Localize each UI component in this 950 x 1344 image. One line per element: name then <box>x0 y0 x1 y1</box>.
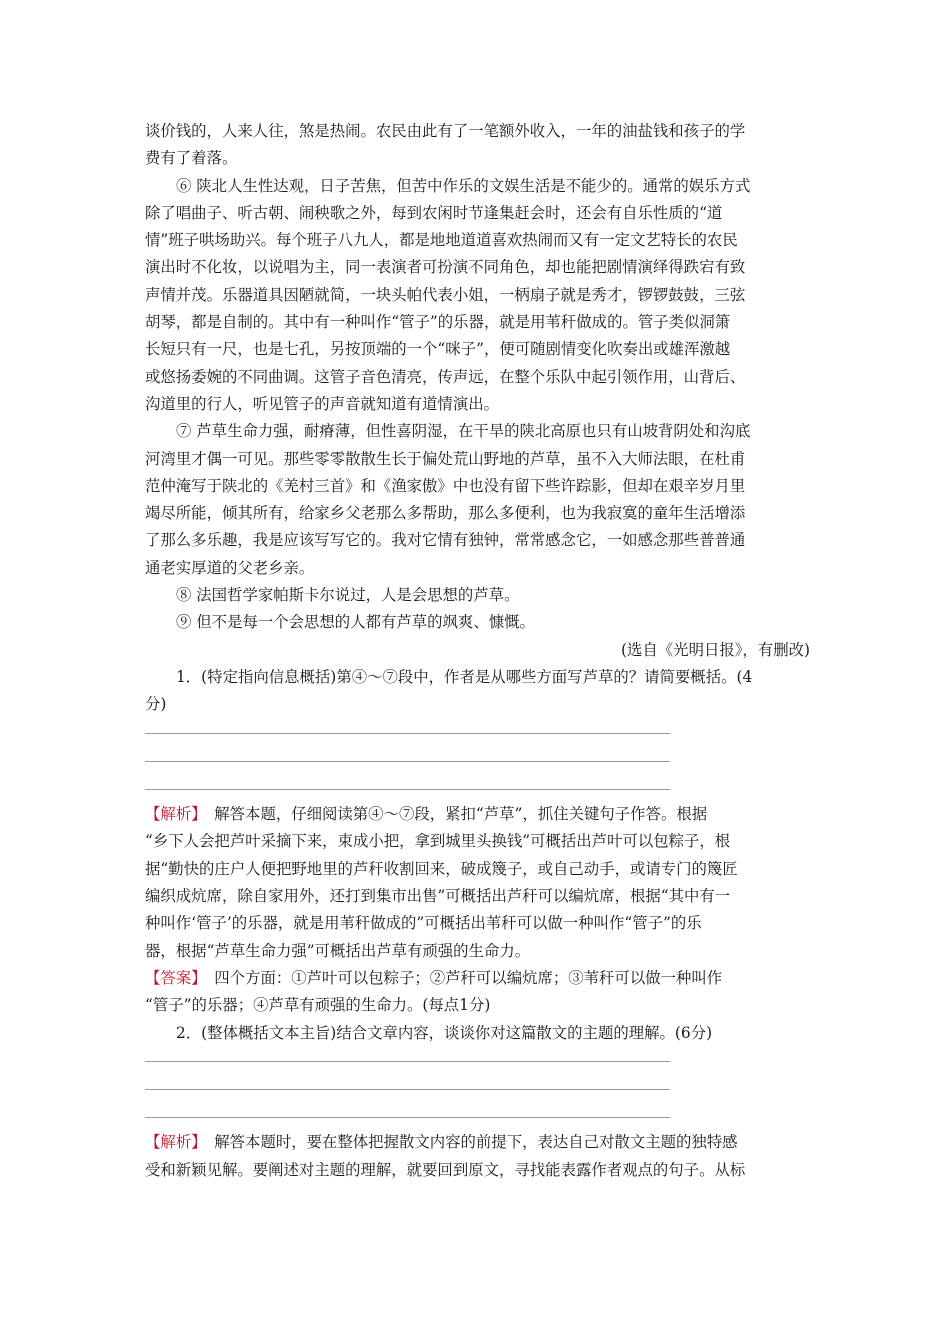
passage-line: 竭尽所能，倾其所有，给家乡父老那么多帮助，那么多便利，也为我寂寞的童年生活增添 <box>145 504 746 523</box>
passage-line: 了那么多乐趣，我是应该写写它的。我对它情有独钟，常常感念它，一如感念那些普普通 <box>145 531 746 550</box>
passage-line: 演出时不化妆，以说唱为主，同一表演者可扮演不同角色，却也能把剧情演绎得跌宕有致 <box>145 258 746 277</box>
passage-line: 或悠扬委婉的不同曲调。这管子音色清亮，传声远，在整个乐队中起引领作用，山背后、 <box>145 367 746 386</box>
question-1-text: 分) <box>145 695 167 714</box>
passage-line: 除了唱曲子、听古朝、闹秧歌之外，每到农闲时节逢集赶会时，还会有自乐性质的“道 <box>145 203 723 222</box>
answer-line: “管子”的乐器；④芦草有顽强的生命力。(每点1分) <box>145 996 491 1015</box>
analysis-line: 种叫作‘管子’的乐器，就是用苇秆做成的”可概括出苇秆可以做一种叫作“管子”的乐 <box>145 914 702 933</box>
paragraph-9: ⑨ 但不是每一个会思想的人都有芦草的飒爽、慷慨。 <box>176 613 535 632</box>
answer-blanks-2 <box>145 1047 810 1130</box>
analysis-line: “乡下人会把芦叶采摘下来，束成小把，拿到城里头换钱”可概括出芦叶可以包粽子，根 <box>145 832 731 851</box>
analysis-line: 据“勤快的庄户人便把野地里的芦秆收割回来，破成篾子，或自己动手，或请专门的篾匠 <box>145 859 738 878</box>
paragraph-7 <box>145 418 810 582</box>
passage-line: 河湾里才偶一可见。那些零零散散生长于偏处荒山野地的芦草，虽不入大师法眼，在杜甫 <box>145 449 746 468</box>
answer-blank-line[interactable] <box>145 1117 670 1118</box>
analysis-tag: 【解析】 <box>145 805 199 824</box>
analysis-line: 编织成炕席，除自家用外，还打到集市出售”可概括出芦秆可以编炕席，根据“其中有一 <box>145 887 731 906</box>
passage-line: 谈价钱的，人来人往，煞是热闹。农民由此有了一笔额外收入，一年的油盐钱和孩子的学 <box>145 122 746 140</box>
answer-tag: 【答案】 <box>145 968 199 987</box>
answer-blanks-1 <box>145 719 810 802</box>
answer-line <box>145 965 810 992</box>
passage-line: 长短只有一尺，也是七孔，另按顶端的一个“咪子”，便可随剧情变化吹奏出或雄浑激越 <box>145 340 731 359</box>
source-citation: (选自《光明日报》，有删改) <box>621 640 810 659</box>
passage-line: 费有了着落。 <box>145 149 238 168</box>
answer-1 <box>145 965 810 1020</box>
analysis-1 <box>145 801 810 965</box>
passage-line: 范仲淹写于陕北的《羌村三首》和《渔家傲》中也没有留下些许踪影，但却在艰辛岁月里 <box>145 476 746 495</box>
answer-blank-line[interactable] <box>145 1089 670 1090</box>
paragraph-8: ⑧ 法国哲学家帕斯卡尔说过，人是会思想的芦草。 <box>176 586 520 605</box>
analysis-line: 受和新颖见解。要阐述对主题的理解，就要回到原文，寻找能表露作者观点的句子。从标 <box>145 1160 746 1179</box>
answer-blank-line[interactable] <box>145 1061 670 1062</box>
passage-line: 沟道里的行人，听见管子的声音就知道有道情演出。 <box>145 394 499 413</box>
answer-text: 四个方面：①芦叶可以包粽子；②芦秆可以编炕席；③苇秆可以做一种叫作 <box>198 968 723 987</box>
question-1 <box>145 664 810 719</box>
analysis-tag: 【解析】 <box>145 1133 199 1152</box>
passage-line: ⑥ 陕北人生性达观，日子苦焦，但苦中作乐的文娱生活是不能少的。通常的娱乐方式 <box>176 176 751 195</box>
passage-line: ⑦ 芦草生命力强，耐瘠薄，但性喜阴湿，在干旱的陕北高原也只有山坡背阴处和沟底 <box>176 422 751 441</box>
analysis-line: 器，根据“芦草生命力强”可概括出芦草有顽强的生命力。 <box>145 941 531 960</box>
analysis-text: 解答本题，仔细阅读第④～⑦段，紧扣“芦草”，抓住关键句子作答。根据 <box>198 805 708 824</box>
analysis-text: 解答本题时，要在整体把握散文内容的前提下，表达自己对散文主题的独特感 <box>198 1133 738 1152</box>
answer-blank-line[interactable] <box>145 789 670 790</box>
analysis-line <box>145 1129 810 1156</box>
question-2-text: 2．(整体概括文本主旨)结合文章内容，谈谈你对这篇散文的主题的理解。(6分) <box>176 1023 713 1042</box>
passage-line: 胡琴，都是自制的。其中有一种叫作“管子”的乐器，就是用苇秆做成的。管子类似洞箫 <box>145 313 731 332</box>
passage-line: 声情并茂。乐器道具因陋就简，一块头帕代表小姐，一柄扇子就是秀才，锣锣鼓鼓，三弦 <box>145 285 746 304</box>
paragraph-6 <box>145 173 810 419</box>
passage-line: 情”班子哄场助兴。每个班子八九人，都是地地道道喜欢热闹而又有一定文艺特长的农民 <box>145 231 738 250</box>
document-page <box>145 118 810 1184</box>
question-1-text: 1．(特定指向信息概括)第④～⑦段中，作者是从哪些方面写芦草的？请简要概括。(4 <box>176 667 753 686</box>
passage-line: 通老实厚道的父老乡亲。 <box>145 558 315 577</box>
answer-blank-line[interactable] <box>145 761 670 762</box>
analysis-line <box>145 801 810 828</box>
answer-blank-line[interactable] <box>145 733 670 734</box>
analysis-2 <box>145 1129 810 1184</box>
